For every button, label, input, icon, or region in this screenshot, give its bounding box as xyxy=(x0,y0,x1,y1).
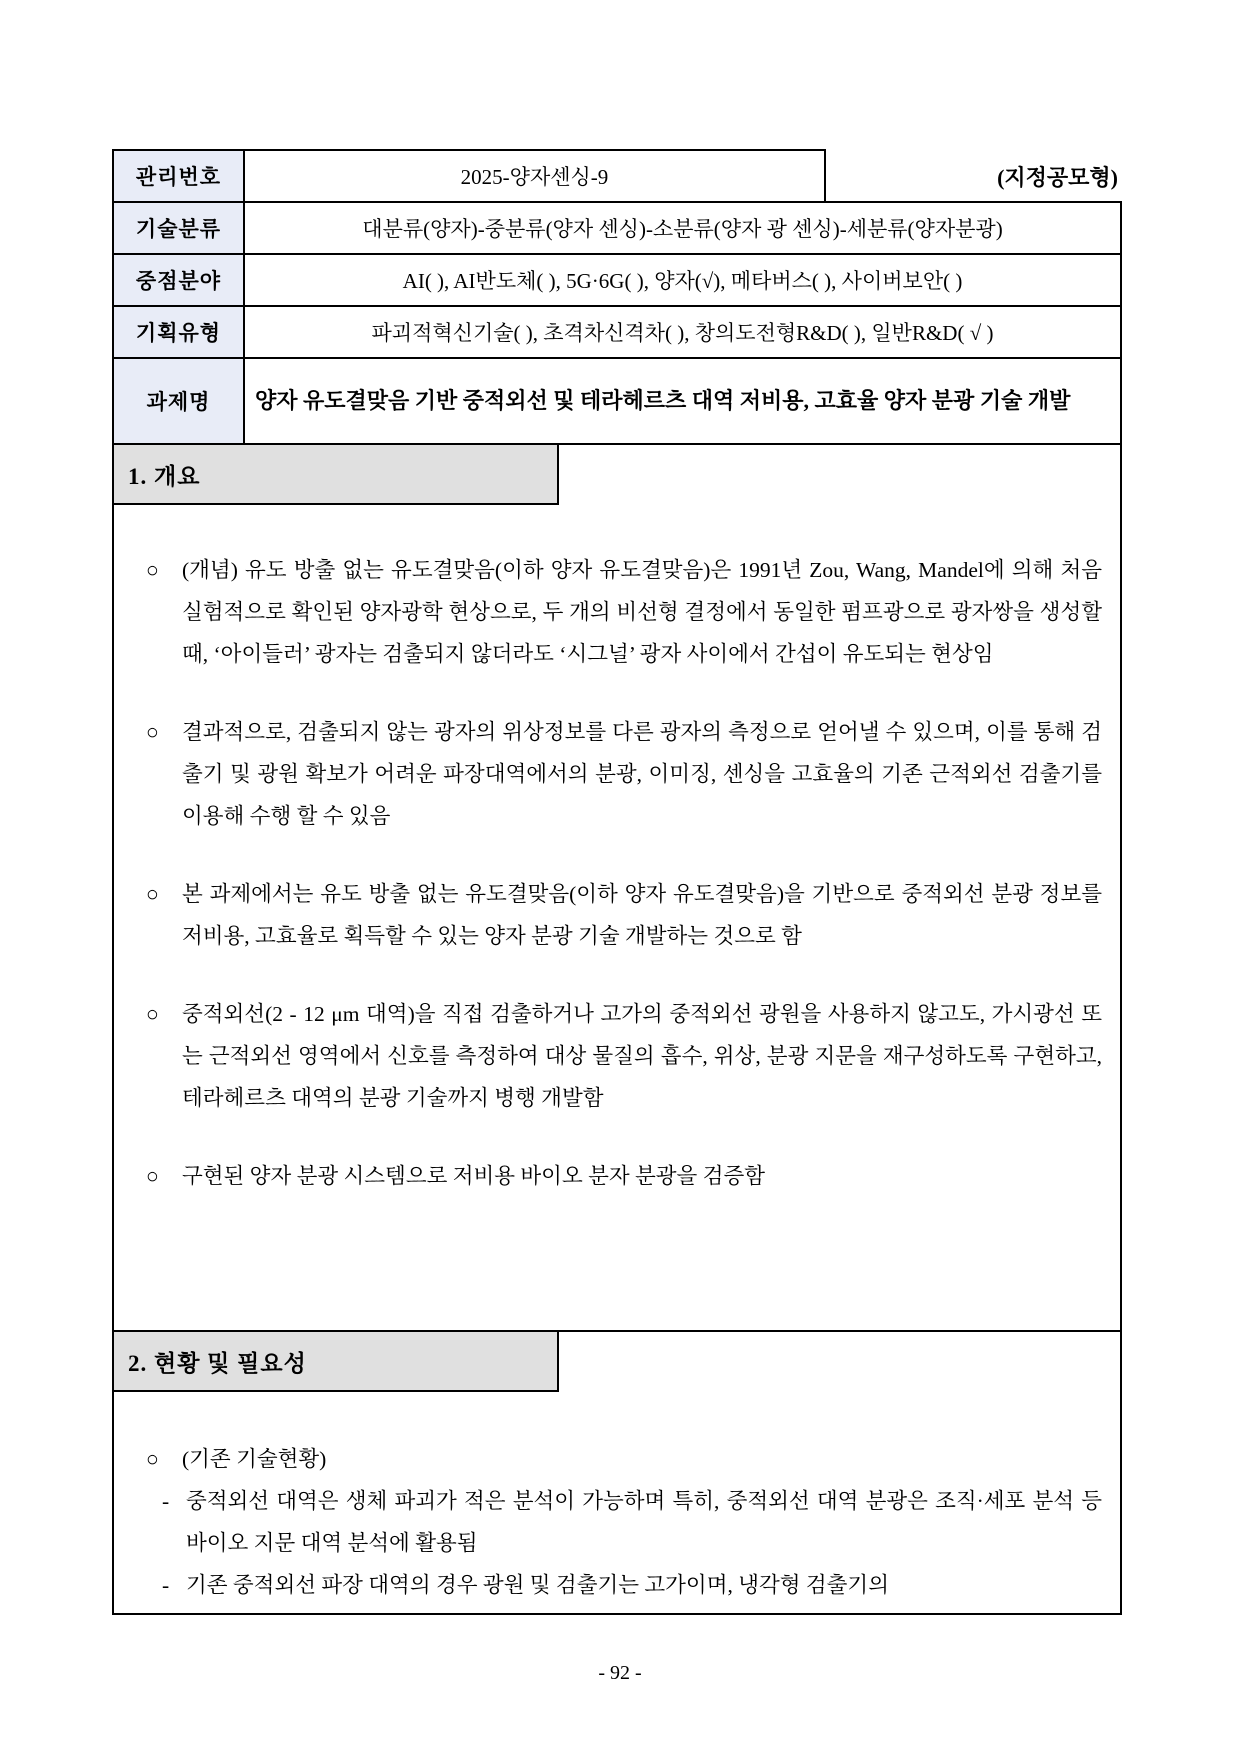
project-title-text: 양자 유도결맞음 기반 중적외선 및 테라헤르츠 대역 저비용, 고효율 양자 분광 기술 개발 xyxy=(255,388,1071,413)
section-status-content xyxy=(114,1392,1120,1606)
sub-item-text: 기존 중적외선 파장 대역의 경우 광원 및 검출기는 고가이며, 냉각형 검출기의 xyxy=(186,1573,889,1597)
bullet-marker: ○ xyxy=(146,1164,159,1188)
corner-note: (지정공모형) xyxy=(997,164,1118,190)
document-body xyxy=(112,149,1122,1615)
row-value-focus-area: AI( ), AI반도체( ), 5G·6G( ), 양자(√), 메타버스( ), 사이버보안( ) xyxy=(243,253,1122,307)
row-value-tech-classification: 대분류(양자)-중분류(양자 센싱)-소분류(양자 광 센싱)-세분류(양자분광) xyxy=(243,201,1122,255)
row-value-management-number: 2025-양자센싱-9 xyxy=(243,149,826,203)
section-heading-overview: 1. 개요 xyxy=(114,445,559,505)
bullet-text: 본 과제에서는 유도 방출 없는 유도결맞음(이하 양자 유도결맞음)을 기반으로 중적외선 분광 정보를 저비용, 고효율로 획득할 수 있는 양자 분광 기술 개발하는 것으로 함 xyxy=(182,882,1102,948)
bullet-text: 구현된 양자 분광 시스템으로 저비용 바이오 분자 분광을 검증함 xyxy=(182,1164,765,1188)
row-label-tech-classification: 기술분류 xyxy=(112,201,245,255)
table-row xyxy=(112,201,1122,255)
section-status-necessity xyxy=(112,1330,1122,1615)
page-number: - 92 - xyxy=(598,1662,642,1684)
section-overview-content xyxy=(114,505,1120,1197)
table-row xyxy=(112,149,1122,203)
sub-item xyxy=(132,1564,1102,1606)
section-overview xyxy=(112,443,1122,1332)
bullet-item xyxy=(132,873,1102,957)
bullet-item xyxy=(132,549,1102,675)
bullet-marker: ○ xyxy=(146,720,159,744)
bullet-marker: ○ xyxy=(146,1447,159,1471)
dash-marker: - xyxy=(162,1489,170,1513)
bullet-text: (기존 기술현황) xyxy=(182,1447,327,1471)
row-label-focus-area: 중점분야 xyxy=(112,253,245,307)
row-label-project-title: 과제명 xyxy=(112,357,245,445)
bullet-marker: ○ xyxy=(146,882,159,906)
sub-item-text: 중적외선 대역은 생체 파괴가 적은 분석이 가능하며 특히, 중적외선 대역 분광은 조직·세포 분석 등 바이오 지문 대역 분석에 활용됨 xyxy=(186,1489,1102,1555)
table-row xyxy=(112,253,1122,307)
bullet-text: (개념) 유도 방출 없는 유도결맞음(이하 양자 유도결맞음)은 1991년 Zou, Wang, Mandel에 의해 처음 실험적으로 확인된 양자광학 현상으로, 두 개의 비선형 결정에서 동일한 펌프광으로 광자쌍을 생성할 때, ‘아이들러’ 광자는 검출되지 않더라도 ‘시그널’ 광자 사이에서 간섭이 유도되는 현상임 xyxy=(182,558,1102,666)
row-label-management-number: 관리번호 xyxy=(112,149,245,203)
bullet-item xyxy=(132,711,1102,837)
table-row xyxy=(112,305,1122,359)
header-table xyxy=(112,149,1122,445)
row-value-project-title xyxy=(243,357,1122,445)
bullet-marker: ○ xyxy=(146,1002,159,1026)
bullet-text: 중적외선(2 - 12 μm 대역)을 직접 검출하거나 고가의 중적외선 광원을 사용하지 않고도, 가시광선 또는 근적외선 영역에서 신호를 측정하여 대상 물질의 흡수, 위상, 분광 지문을 재구성하도록 구현하고, 테라헤르츠 대역의 분광 기술까지 병행 개발함 xyxy=(182,1002,1102,1110)
row-label-planning-type: 기획유형 xyxy=(112,305,245,359)
bullet-item xyxy=(132,993,1102,1119)
bullet-item xyxy=(132,1438,1102,1480)
dash-marker: - xyxy=(162,1573,170,1597)
section-heading-status-necessity: 2. 현황 및 필요성 xyxy=(114,1332,559,1392)
bullet-item xyxy=(132,1155,1102,1197)
row-value-planning-type: 파괴적혁신기술( ), 초격차신격차( ), 창의도전형R&D( ), 일반R&D( √ ) xyxy=(243,305,1122,359)
sub-item xyxy=(132,1480,1102,1564)
bullet-marker: ○ xyxy=(146,558,159,582)
table-row xyxy=(112,357,1122,445)
bullet-text: 결과적으로, 검출되지 않는 광자의 위상정보를 다른 광자의 측정으로 얻어낼 수 있으며, 이를 통해 검출기 및 광원 확보가 어려운 파장대역에서의 분광, 이미징, 센싱을 고효율의 기존 근적외선 검출기를 이용해 수행 할 수 있음 xyxy=(182,720,1102,828)
